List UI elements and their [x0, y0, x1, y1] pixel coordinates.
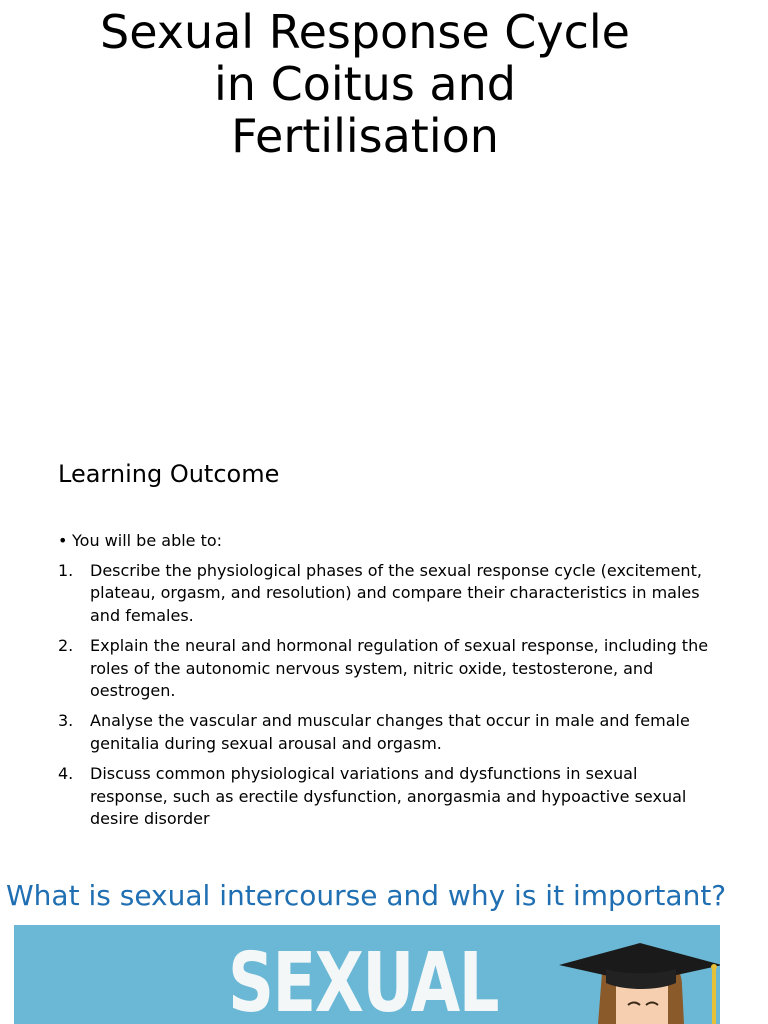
title-line-1: Sexual Response Cycle [100, 5, 630, 59]
list-number: 2. [58, 636, 74, 656]
title-line-3: Fertilisation [231, 109, 499, 163]
bullet-marker: • [58, 531, 68, 550]
list-number: 4. [58, 764, 74, 784]
list-text: Describe the physiological phases of the sexual response cycle (excitement, plateau, orgasm, and resolution) and compare their characteristics in males and females. [90, 561, 702, 625]
graduate-icon [554, 943, 720, 1024]
learning-outcomes-list [58, 560, 718, 838]
illustration-image [14, 925, 720, 1024]
intro-line [58, 530, 222, 552]
list-number: 1. [58, 561, 74, 580]
title-line-2: in Coitus and [214, 57, 516, 111]
list-text: Explain the neural and hormonal regulation of sexual response, including the roles of the autonomic nervous system, nitric oxide, testosterone, and oestrogen. [90, 636, 709, 701]
list-text: Analyse the vascular and muscular changes that occur in male and female genitalia during sexual arousal and orgasm. [90, 711, 690, 753]
list-item [58, 635, 718, 702]
list-item [58, 710, 718, 755]
list-item [58, 763, 718, 830]
learning-outcome-heading: Learning Outcome [58, 460, 280, 488]
banner-word: SEXUAL [228, 936, 498, 1024]
list-number: 3. [58, 711, 74, 731]
intro-text: You will be able to: [72, 531, 223, 550]
question-heading: What is sexual intercourse and why is it important? [6, 879, 727, 912]
list-text: Discuss common physiological variations and dysfunctions in sexual response, such as erectile dysfunction, anorgasmia and hypoactive sexual desire disorder [90, 764, 687, 829]
page-title [40, 6, 690, 162]
list-item [58, 560, 718, 627]
